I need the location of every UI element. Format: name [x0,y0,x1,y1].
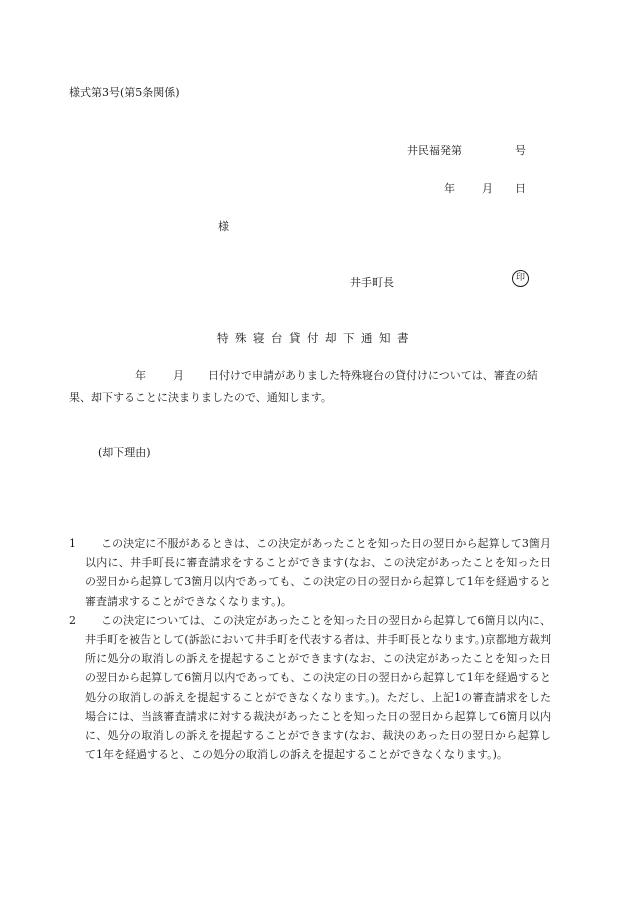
seal-stamp-icon: 印 [512,270,529,287]
note-number: 2 [69,613,76,627]
intro-body: 日付けで申請がありました特殊寝台の貸付けについては、審査の結果、却下することに決まりましたので、通知します。 [69,369,538,404]
document-number-prefix: 井民福発第 [407,144,462,157]
date-month-label: 月 [482,182,493,195]
note-number: 1 [69,537,76,550]
date-year-label: 年 [444,182,455,195]
intro-month-label: 月 [173,369,184,382]
document-title: 特殊寝台貸付却下通知書 [217,331,415,345]
date-day-label: 日 [515,182,526,195]
note-text: この決定については、この決定があったことを知った日の翌日から起算して6箇月以内に、井手町を被告として(訴訟において井手町を代表する者は、井手町長となります。)京都地方裁判所に処分の取消しの訴えを提起することができます(なお、この決定があったことを知った日の翌日から起算して6箇月以内であっても、この決定の日の翌日から起算して1年を経過すると処分の取消しの訴えを提起することができなくなります。)。ただし、上記1の審査請求をした場合には、当該審査請求に対する裁決があったことを知った日の翌日から起算して6箇月以内に、処分の取消しの訴えを提起することができます(なお、裁決のあった日の翌日から起算して1年を経過すると、この処分の取消しの訴えを提起することができなくなります。)。 [85,613,551,762]
note-item [69,611,551,765]
note-text: この決定に不服があるときは、この決定があったことを知った日の翌日から起算して3箇月以内に、井手町長に審査請求をすることができます(なお、この決定があったことを知った日の翌日から起算して3箇月以内であっても、この決定の日の翌日から起算して1年を経過すると審査請求することができなくなります。)。 [85,537,551,608]
form-label: 様式第3号(第5条関係) [69,86,180,99]
appeal-notes [69,534,551,764]
note-item [69,534,551,611]
document-number-suffix: 号 [515,144,526,157]
intro-paragraph [69,365,549,409]
intro-year-label: 年 [135,369,146,382]
recipient-honorific: 様 [218,220,229,233]
issuer-name: 井手町長 [350,276,394,289]
rejection-reason-label: (却下理由) [98,446,151,459]
